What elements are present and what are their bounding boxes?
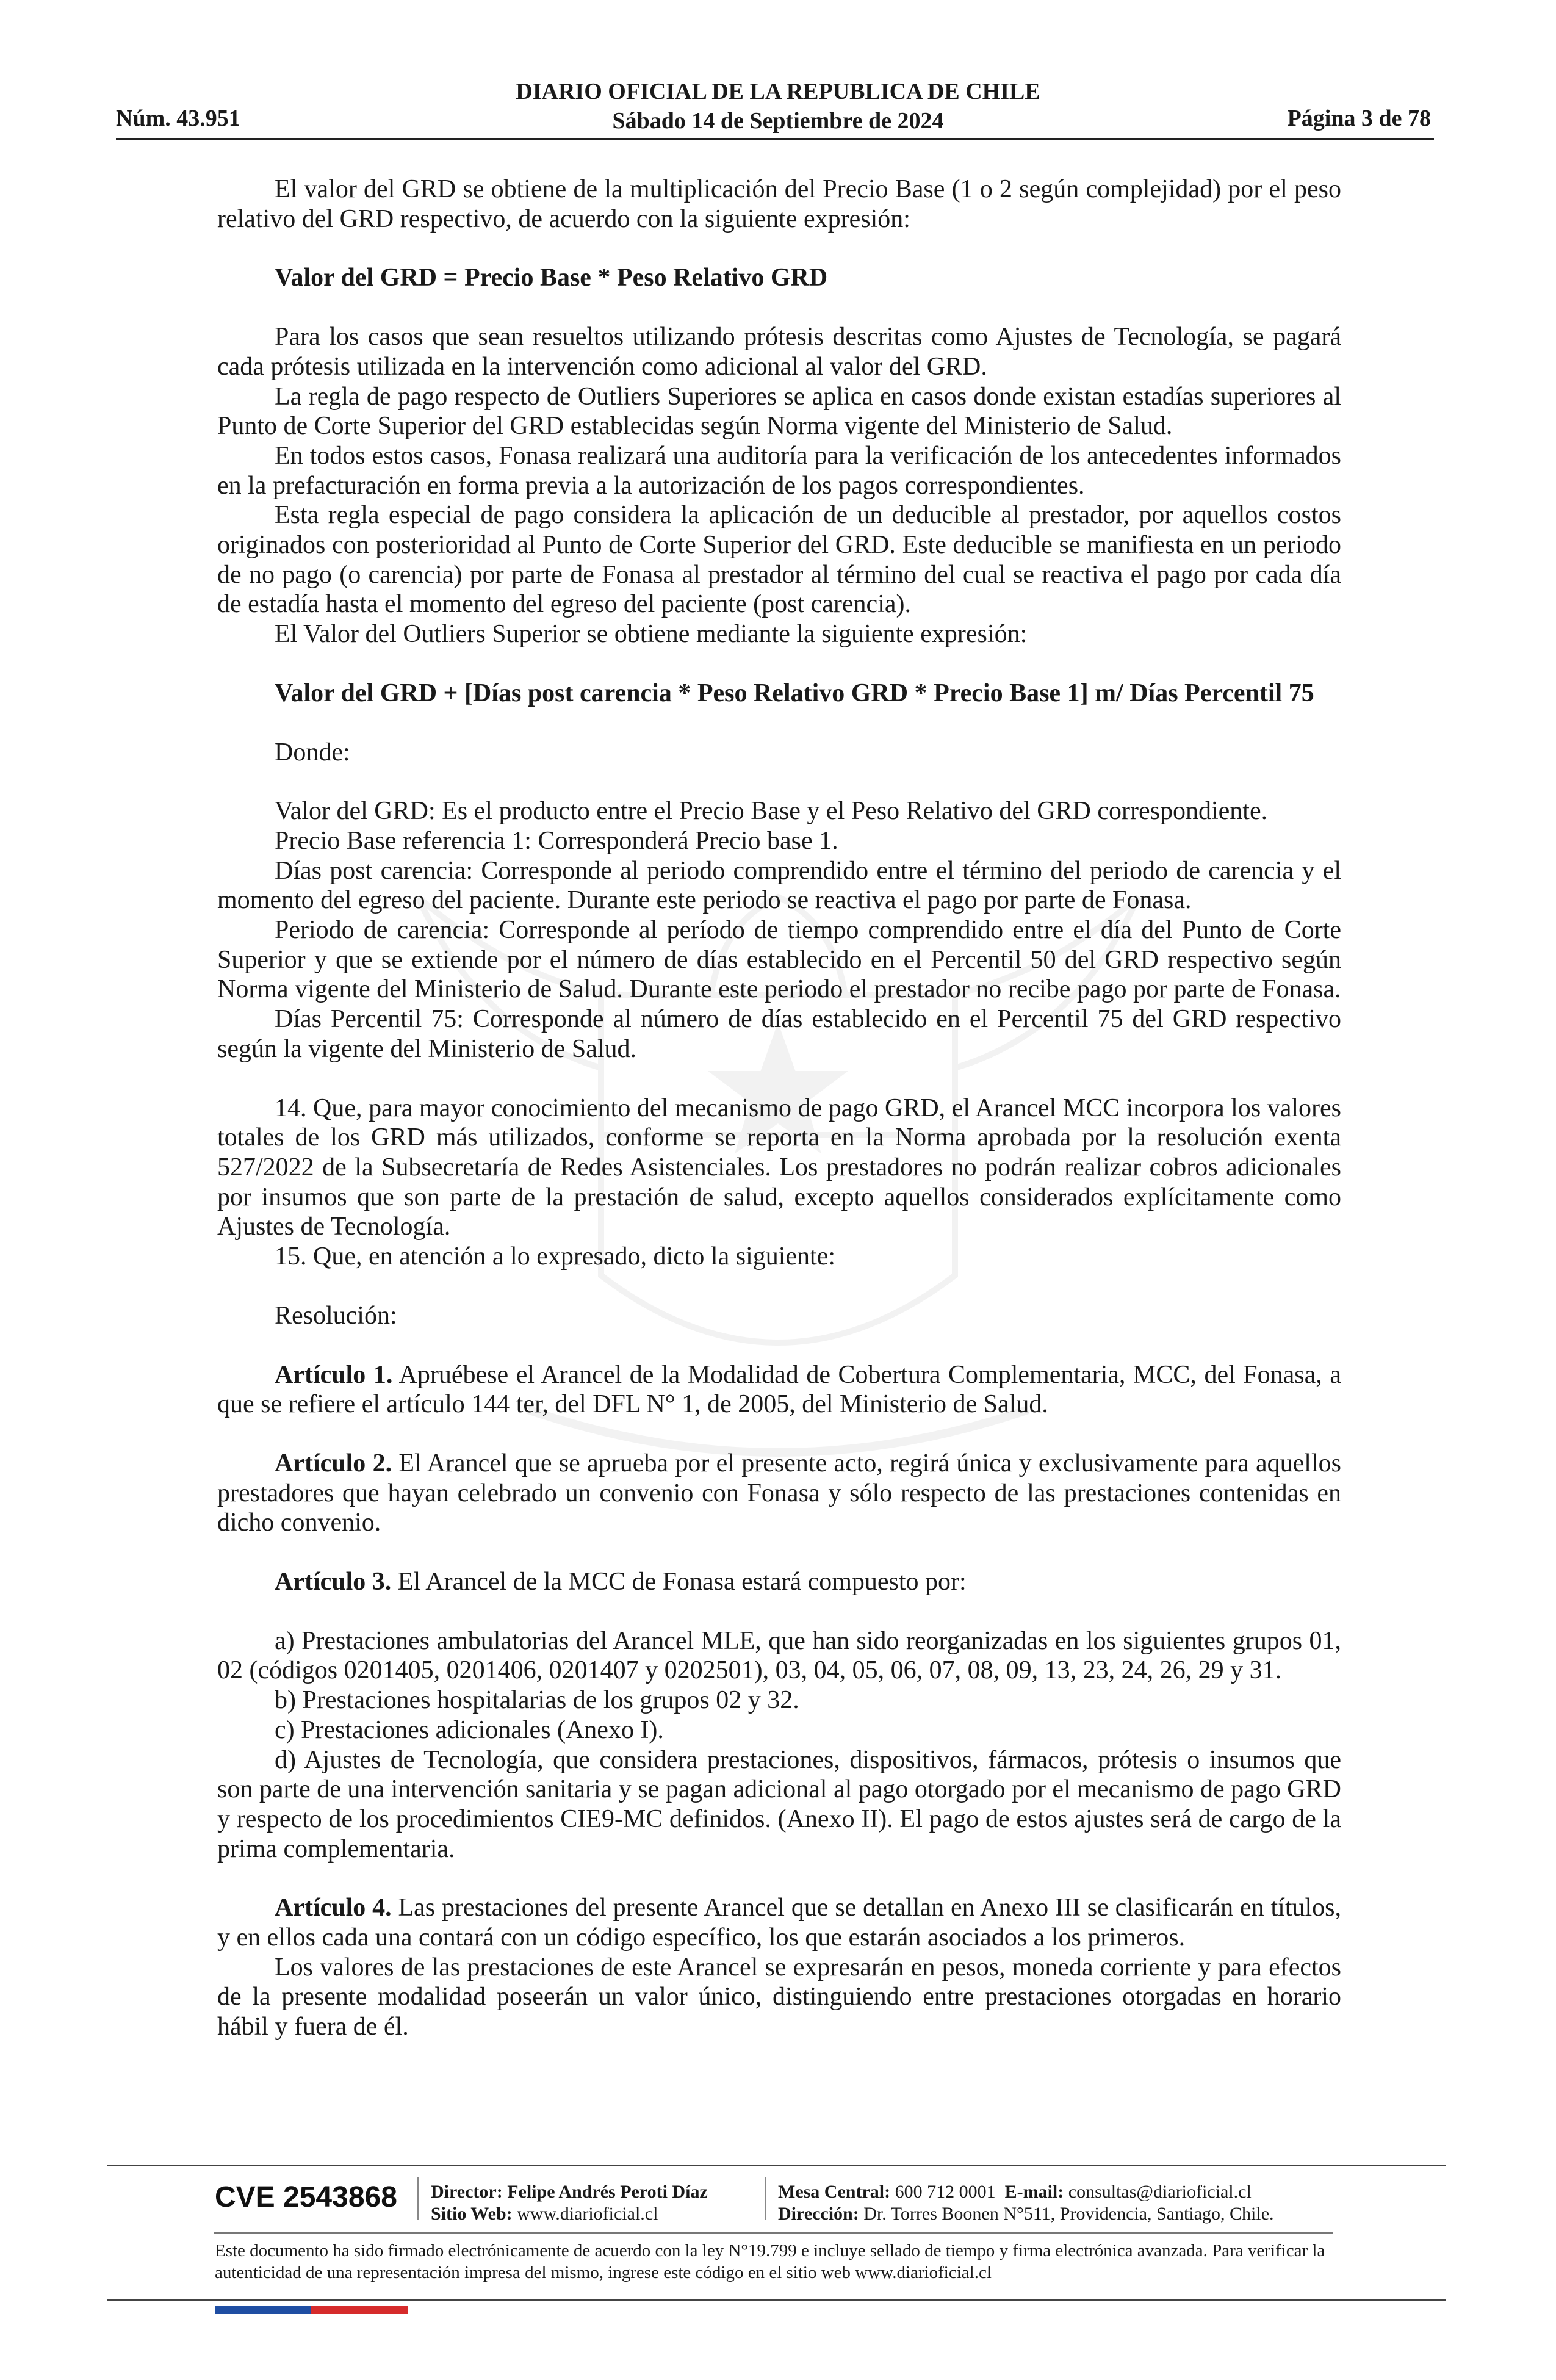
footer-divider-bottom: [107, 2299, 1446, 2301]
formula-outlier-value: Valor del GRD + [Días post carencia * Peso Relativo GRD * Precio Base 1] m/ Días Percentil 75: [275, 679, 1314, 707]
article-4: [217, 1893, 1341, 1952]
list-item: b) Prestaciones hospitalarias de los grupos 02 y 32.: [275, 1686, 799, 1715]
article-label: Artículo 1.: [275, 1360, 393, 1389]
definition: Días Percentil 75: Corresponde al número de días establecido en el Percentil 75 del GRD respectivo según la vigente del Ministerio de Salud.: [217, 1005, 1341, 1063]
paragraph: La regla de pago respecto de Outliers Superiores se aplica en casos donde existan estadías superiores al Punto de Corte Superior del GRD establecidas según Norma vigente del Ministerio de Salud.: [217, 382, 1341, 441]
phone-value: 600 712 0001: [890, 2182, 996, 2202]
definition: Valor del GRD: Es el producto entre el Precio Base y el Peso Relativo del GRD correspondiente.: [275, 797, 1268, 826]
phone-label: Mesa Central:: [778, 2182, 891, 2202]
paragraph: Para los casos que sean resueltos utilizando prótesis descritas como Ajustes de Tecnología, se pagará cada prótesis utilizada en la intervención como adicional al valor del GRD.: [217, 323, 1341, 381]
cve-code: CVE 2543868: [215, 2181, 397, 2213]
list-item: a) Prestaciones ambulatorias del Arancel MLE, que han sido reorganizadas en los siguientes grupos 01, 02 (códigos 0201405, 0201406, 0201407 y 0202501), 03, 04, 05, 06, 07, 08, 09, 13, 23, 24, 26, 29 y 31.: [217, 1626, 1341, 1685]
article-label: Artículo 2.: [275, 1449, 392, 1477]
address-label: Dirección:: [778, 2204, 859, 2224]
paragraph: El valor del GRD se obtiene de la multiplicación del Precio Base (1 o 2 según complejidad) por el peso relativo del GRD respectivo, de acuerdo con la siguiente expresión:: [217, 175, 1341, 233]
flag-stripe-red: [311, 2306, 408, 2314]
address-value: Dr. Torres Boonen N°511, Providencia, Santiago, Chile.: [859, 2204, 1274, 2224]
paragraph: 15. Que, en atención a lo expresado, dicto la siguiente:: [275, 1242, 836, 1271]
article-2: [217, 1449, 1341, 1538]
document-body: [217, 175, 1341, 2042]
paragraph: Donde:: [275, 738, 350, 766]
footer-divider-top: [107, 2165, 1446, 2166]
article-1: [217, 1360, 1341, 1419]
issue-date: Sábado 14 de Septiembre de 2024: [612, 108, 944, 134]
paragraph: En todos estos casos, Fonasa realizará una auditoría para la verificación de los antecedentes informados en la prefacturación en forma previa a la autorización de los pagos correspondientes.: [217, 441, 1341, 500]
formula-grd-value: Valor del GRD = Precio Base * Peso Relativo GRD: [275, 264, 828, 292]
list-item: d) Ajustes de Tecnología, que considera prestaciones, dispositivos, fármacos, prótesis o insumos que son parte de una intervención sanitaria y se pagan adicional al pago otorgado por el mecanismo de pago GRD y respecto de los procedimientos CIE9-MC definidos. (Anexo II). El pago de estos ajustes será de cargo de la prima complementaria.: [217, 1745, 1341, 1863]
footer-separator: [417, 2177, 419, 2220]
paragraph: El Valor del Outliers Superior se obtiene mediante la siguiente expresión:: [275, 620, 1028, 649]
email-link[interactable]: consultas@diarioficial.cl: [1064, 2182, 1252, 2202]
definition: Periodo de carencia: Corresponde al período de tiempo comprendido entre el día del Punto de Corte Superior y que se extiende por el número de días establecido en el Percentil 50 del GRD respectivo según Norma vigente del Ministerio de Salud. Durante este periodo el prestador no recibe pago por parte de Fonasa.: [217, 916, 1341, 1004]
page-number: Página 3 de 78: [1287, 106, 1431, 131]
article-text: El Arancel que se aprueba por el presente acto, regirá única y exclusivamente para aquellos prestadores que hayan celebrado un convenio con Fonasa y sólo respecto de las prestaciones contenidas en dicho convenio.: [217, 1449, 1341, 1537]
definition: Días post carencia: Corresponde al periodo comprendido entre el término del periodo de carencia y el momento del egreso del paciente. Durante este periodo se reactiva el pago por parte de Fonasa.: [217, 856, 1341, 915]
director-block: [431, 2181, 708, 2225]
article-text: Las prestaciones del presente Arancel que se detallan en Anexo III se clasificarán en títulos, y en ellos cada una contará con un código específico, los que estarán asociados a los primeros.: [217, 1894, 1342, 1952]
article-text: El Arancel de la MCC de Fonasa estará compuesto por:: [391, 1568, 967, 1596]
resolution-heading: Resolución:: [275, 1301, 397, 1330]
definition: Precio Base referencia 1: Corresponderá Precio base 1.: [275, 826, 838, 855]
header-divider: [116, 138, 1434, 140]
article-text: Apruébese el Arancel de la Modalidad de Cobertura Complementaria, MCC, del Fonasa, a que se refiere el artículo 144 ter, del DFL N° 1, de 2005, del Ministerio de Salud.: [217, 1360, 1341, 1419]
paragraph: Los valores de las prestaciones de este Arancel se expresarán en pesos, moneda corriente y para efectos de la presente modalidad poseerán un valor único, distinguiendo entre prestaciones otorgadas en horario hábil y fuera de él.: [217, 1953, 1341, 2041]
footer-divider-middle: [214, 2232, 1333, 2234]
contact-block: [778, 2181, 1274, 2225]
footer-separator: [765, 2177, 766, 2220]
website-label: Sitio Web:: [431, 2204, 513, 2224]
director-name: Felipe Andrés Peroti Díaz: [502, 2182, 708, 2202]
article-label: Artículo 3.: [275, 1568, 392, 1596]
list-item: c) Prestaciones adicionales (Anexo I).: [275, 1715, 664, 1744]
article-3: [217, 1567, 1341, 1597]
issue-number: Núm. 43.951: [116, 106, 240, 131]
article-label: Artículo 4.: [275, 1894, 392, 1922]
paragraph: 14. Que, para mayor conocimiento del mecanismo de pago GRD, el Arancel MCC incorpora los valores totales de los GRD más utilizados, conforme se reporta en la Norma aprobada por la resolución exenta 527/2022 de la Subsecretaría de Redes Asistenciales. Los prestadores no podrán realizar cobros adicionales por insumos que son parte de la prestación de salud, excepto aquellos considerados explícitamente como Ajustes de Tecnología.: [217, 1094, 1341, 1241]
website-link[interactable]: www.diarioficial.cl: [512, 2204, 658, 2224]
legal-notice: Este documento ha sido firmado electrónicamente de acuerdo con la ley N°19.799 e incluye sellado de tiempo y firma electrónica avanzada. Para verificar la autenticidad de una representación impresa del mismo, ingrese este código en el sitio web www.diarioficial.cl: [215, 2241, 1325, 2282]
newspaper-title: DIARIO OFICIAL DE LA REPUBLICA DE CHILE: [516, 79, 1040, 104]
director-label: Director:: [431, 2182, 503, 2202]
paragraph: Esta regla especial de pago considera la aplicación de un deducible al prestador, por aquellos costos originados con posterioridad al Punto de Corte Superior del GRD. Este deducible se manifiesta en un periodo de no pago (o carencia) por parte de Fonasa al prestador al término del cual se reactiva el pago por cada día de estadía hasta el momento del egreso del paciente (post carencia).: [217, 501, 1341, 619]
email-label: E-mail:: [1004, 2182, 1064, 2202]
flag-stripe-blue: [215, 2306, 311, 2314]
